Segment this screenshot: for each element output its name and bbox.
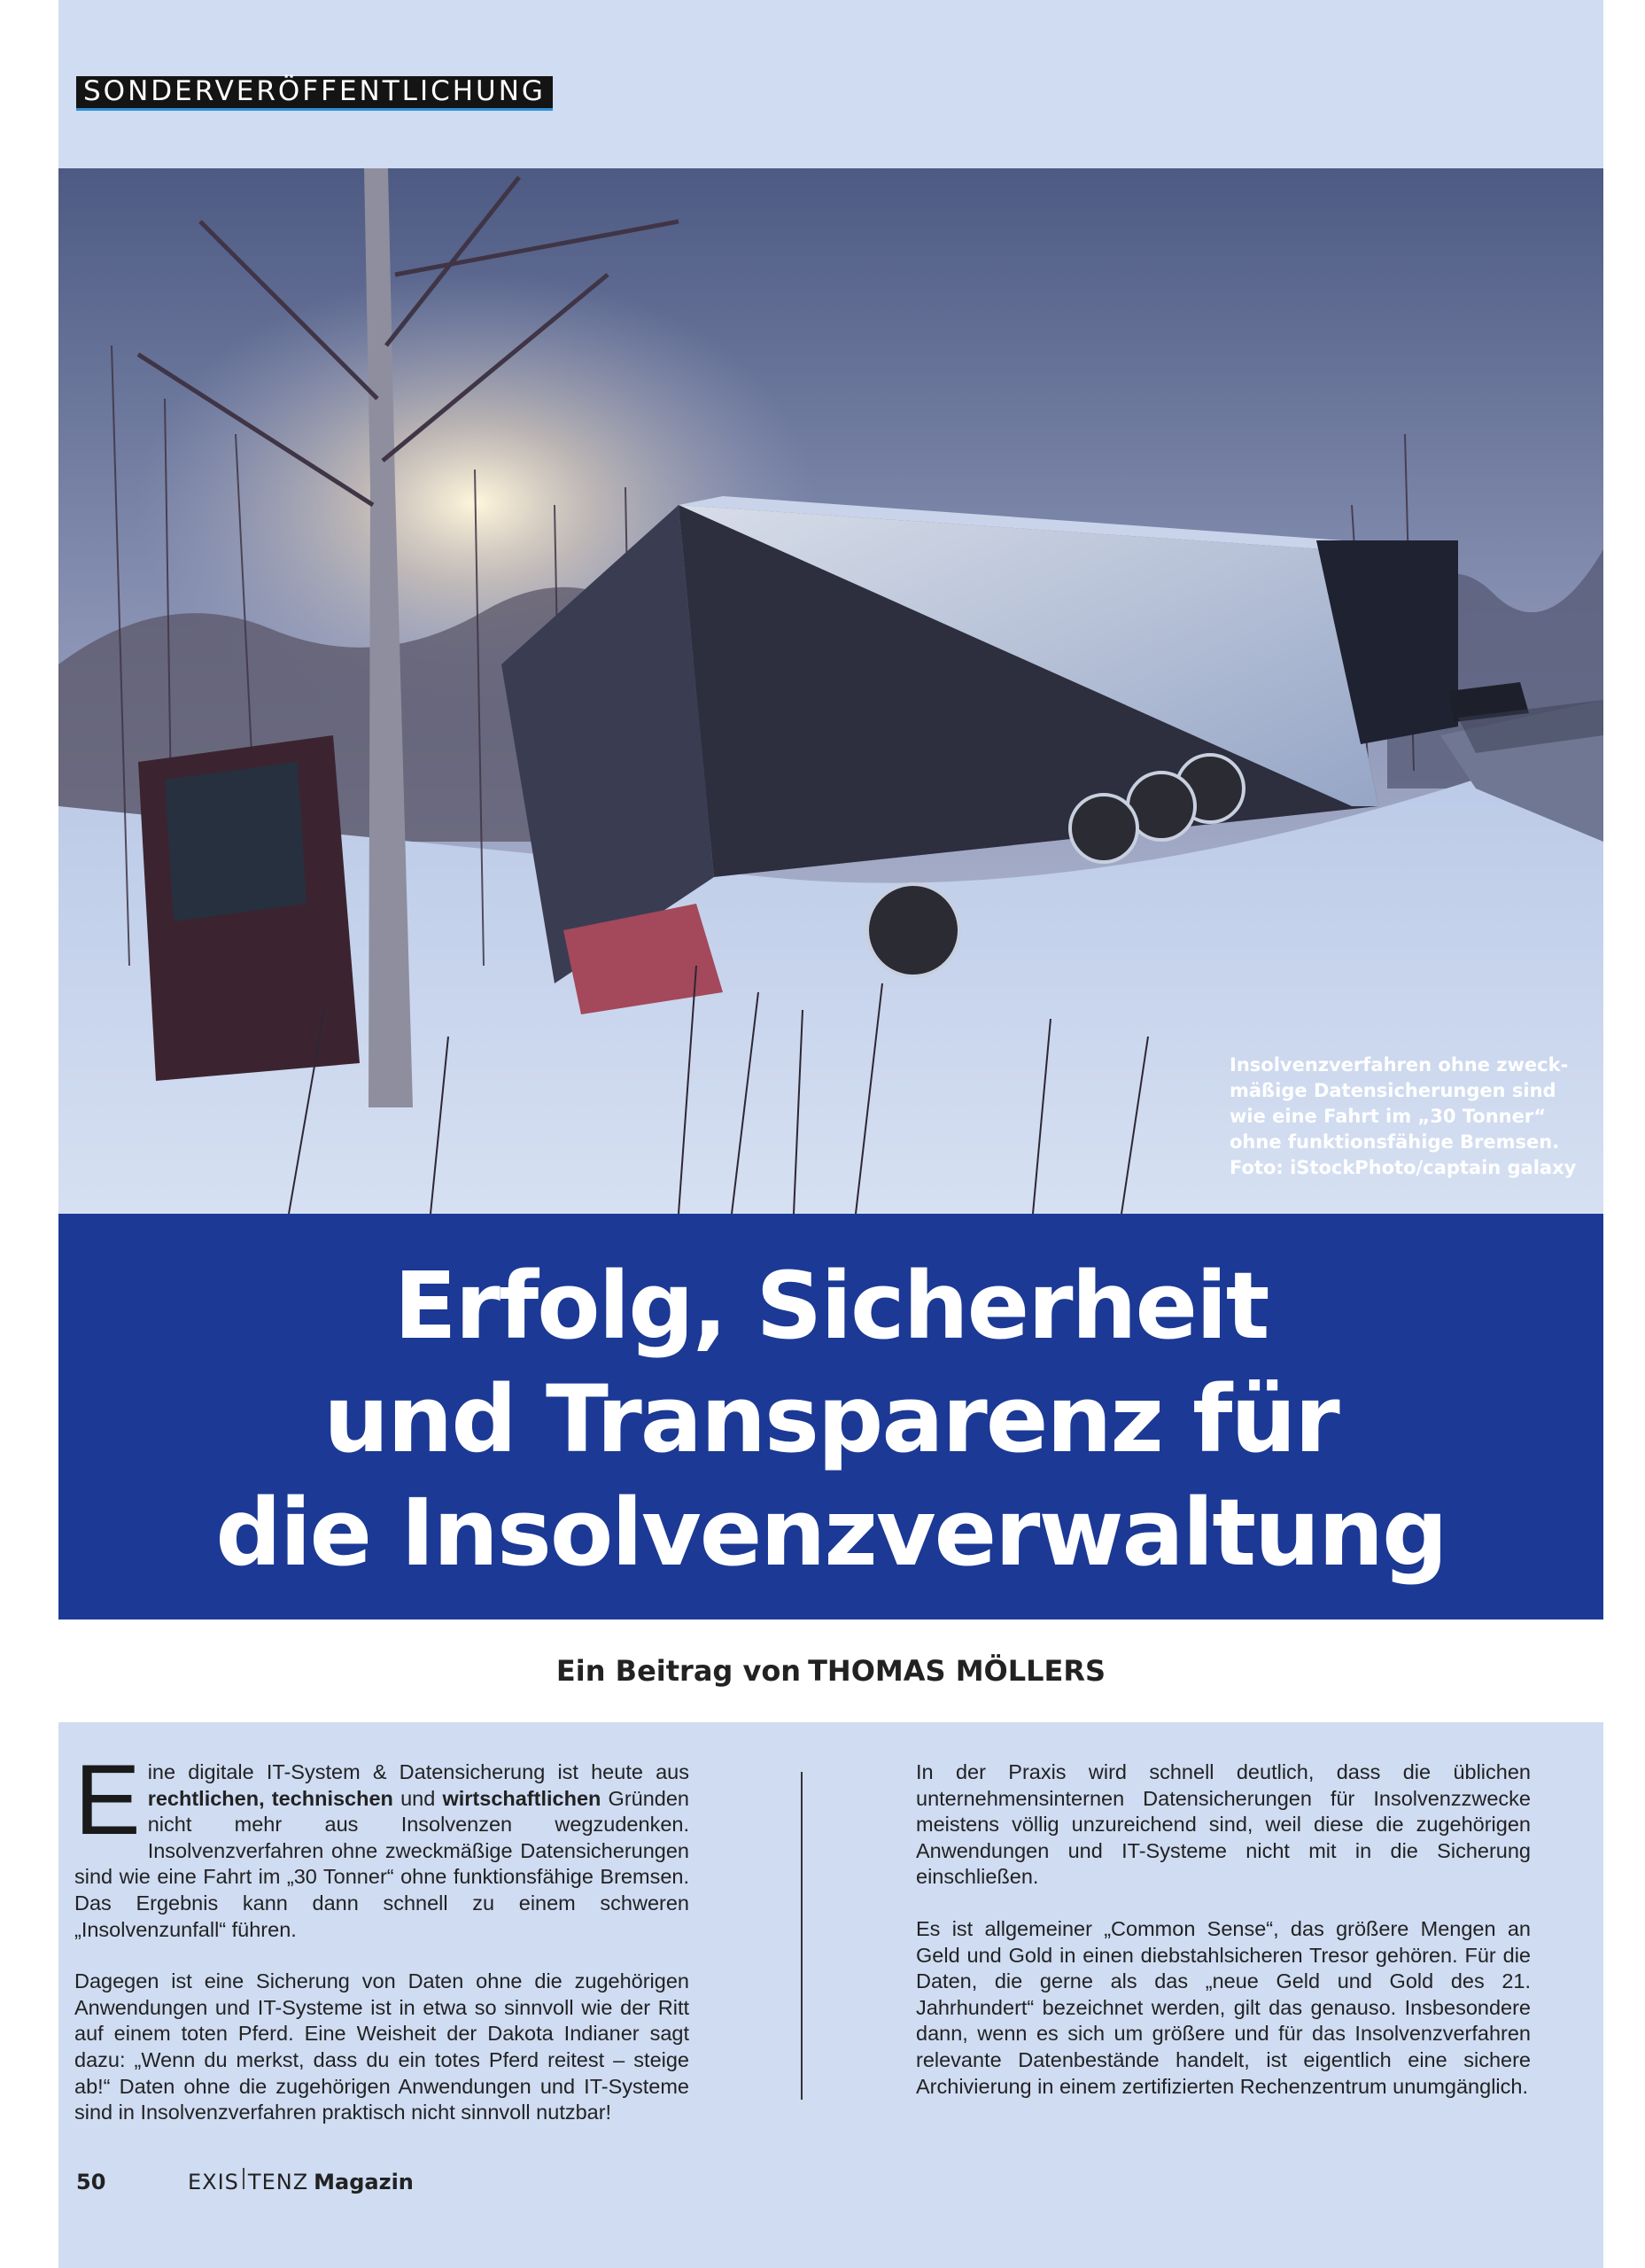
caption-line: mäßige Datensicherungen sind bbox=[1230, 1080, 1556, 1101]
headline-line: und Transparenz für bbox=[323, 1365, 1339, 1473]
byline bbox=[58, 1619, 1603, 1722]
article-paragraph: In der Praxis wird schnell deutlich, dass die üblichen unternehmensinternen Datensicherungen für Insolvenzzwecke meistens völlig unzureichend sind, weil diese die zugehörigen Anwendungen und IT-Systeme nicht mit in die Sicherung einschließen. bbox=[916, 1760, 1531, 1889]
caption-line: wie eine Fahrt im „30 Tonner“ bbox=[1230, 1106, 1547, 1127]
headline-line: die Insolvenzverwaltung bbox=[215, 1479, 1447, 1587]
page-number: 50 bbox=[76, 2170, 106, 2194]
headline-block bbox=[58, 1214, 1603, 1619]
headline-line: Erfolg, Sicherheit bbox=[393, 1252, 1269, 1360]
magazine-name-suffix: Magazin bbox=[314, 2170, 414, 2194]
column-divider bbox=[801, 1772, 803, 2100]
caption-line: ohne funktionsfähige Bremsen. bbox=[1230, 1131, 1560, 1153]
byline-prefix: Ein Beitrag von bbox=[555, 1654, 802, 1688]
article-paragraph: Es ist allgemeiner „Common Sense“, das größere Mengen an Geld und Gold in einen diebstahlsicheren Tresor gehören. Für die Daten, die gerne als das „neue Geld und Gold des 21. Jahrhundert“ bezeichnet werden, gilt das genauso. Insbesondere dann, wenn es sich um größere und für das Insolvenzverfahren relevante Datenbestände handelt, ist eigentlich eine sichere Archivierung in einem zertifizierten Rechenzentrum unumgänglich. bbox=[916, 1916, 1531, 2098]
photo-caption bbox=[1230, 1052, 1584, 1181]
emphasis: wirtschaftlichen bbox=[442, 1786, 601, 1810]
article-column-left bbox=[74, 1744, 689, 2152]
byline-author: THOMAS MÖLLERS bbox=[808, 1654, 1106, 1688]
magazine-name-part: TENZ bbox=[247, 2170, 309, 2194]
caption-credit: Foto: iStockPhoto/captain galaxy bbox=[1230, 1157, 1577, 1178]
magazine-name-separator bbox=[243, 2168, 244, 2189]
article-column-right bbox=[916, 1759, 1531, 2125]
magazine-name-part: EXIS bbox=[188, 2170, 239, 2194]
page-footer bbox=[76, 2168, 414, 2194]
article-paragraph: Dagegen ist eine Sicherung von Daten ohne die zugehörigen Anwendungen und IT-Systeme ist in etwa so sinnvoll wie der Ritt auf einem toten Pferd. Eine Weisheit der Dakota Indianer sagt dazu: „Wenn du merkst, dass du ein totes Pferd reitest – steige ab!“ Daten ohne die zugehörigen Anwendungen und IT-Systeme sind in Insolvenzverfahren praktisch nicht sinnvoll nutzbar! bbox=[74, 1969, 689, 2124]
emphasis: rechtlichen, technischen bbox=[147, 1786, 393, 1810]
caption-line: Insolvenzverfahren ohne zweck- bbox=[1230, 1054, 1569, 1076]
article-paragraph: Eine digitale IT-System & Datensicherung ist heute aus rechtlichen, technischen und wirtschaftlichen Gründen nicht mehr aus Insolvenzen wegzudenken. Insolvenzverfahren ohne zweckmäßige Datensicherungen sind wie eine Fahrt im „30 Tonner“ ohne funktionsfähige Bremsen. Das Ergebnis kann dann schnell zu einem schweren „Insolvenzunfall“ führen. bbox=[74, 1744, 689, 1941]
drop-cap: E bbox=[74, 1744, 141, 1855]
section-label: SONDERVERÖFFENTLICHUNG bbox=[76, 76, 553, 111]
